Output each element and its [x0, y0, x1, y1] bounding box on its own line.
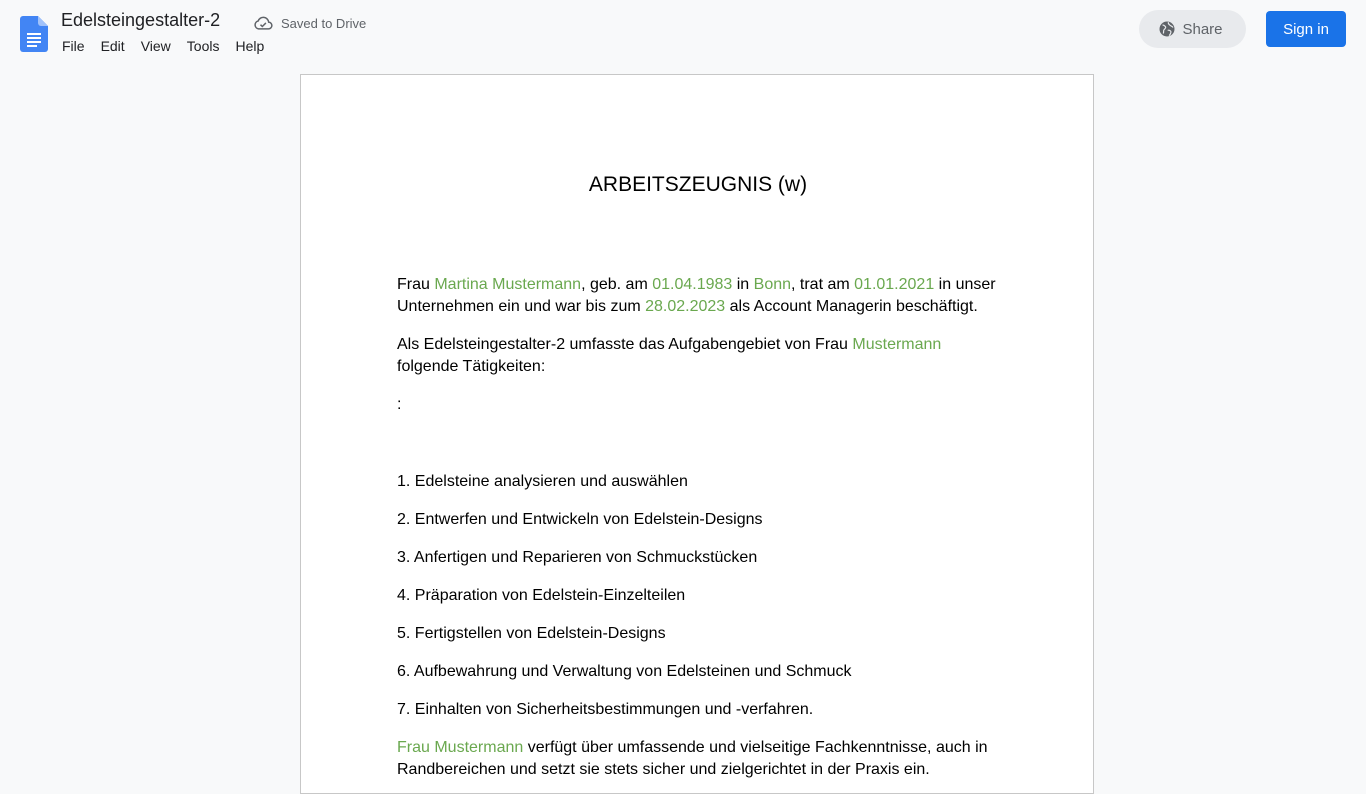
- intro-text-4: , trat am: [791, 276, 855, 293]
- birth-date: 01.04.1983: [652, 276, 733, 293]
- intro-text-1: Frau: [397, 276, 435, 293]
- colon-line: :: [397, 396, 402, 413]
- menu-file[interactable]: File: [62, 38, 85, 54]
- document-title[interactable]: Edelsteingestalter-2: [61, 10, 221, 30]
- end-date: 28.02.2023: [645, 298, 726, 315]
- scope-paragraph: [397, 334, 1007, 378]
- intro-text-2: , geb. am: [581, 276, 653, 293]
- menu-edit[interactable]: Edit: [100, 38, 125, 54]
- intro-text-6: als Account Managerin beschäftigt.: [725, 298, 978, 315]
- task-item-7: 7. Einhalten von Sicherheitsbestimmungen und -verfahren.: [397, 701, 814, 718]
- task-item-4: 4. Präparation von Edelstein-Einzelteilen: [397, 587, 686, 604]
- share-button[interactable]: [1139, 10, 1246, 48]
- menu-tools[interactable]: Tools: [186, 38, 220, 54]
- cloud-done-icon: [253, 15, 273, 31]
- globe-icon: [1158, 20, 1176, 38]
- birth-city: Bonn: [753, 276, 792, 293]
- top-bar: [0, 0, 1366, 64]
- saved-status[interactable]: [253, 14, 366, 32]
- intro-text-3: in: [732, 276, 754, 293]
- closing-name: Frau Mustermann: [397, 739, 524, 756]
- closing-text: verfügt über umfassende und vielseitige Fachkenntnisse, auch in Randbereichen und setzt sie stets sicher und zielgerichtet in der Praxis ein.: [397, 739, 988, 778]
- task-item-5: 5. Fertigstellen von Edelstein-Designs: [397, 625, 666, 642]
- employee-name: Martina Mustermann: [434, 276, 582, 293]
- menu-help[interactable]: Help: [235, 38, 265, 54]
- share-label: Share: [1182, 20, 1223, 38]
- closing-paragraph: [397, 737, 1007, 781]
- intro-paragraph: [397, 274, 1007, 318]
- menu-view[interactable]: View: [140, 38, 171, 54]
- task-item-1: 1. Edelsteine analysieren und auswählen: [397, 473, 688, 490]
- start-date: 01.01.2021: [854, 276, 935, 293]
- task-item-3: 3. Anfertigen und Reparieren von Schmuckstücken: [397, 549, 758, 566]
- employee-lastname: Mustermann: [852, 336, 942, 353]
- document-page[interactable]: [300, 74, 1094, 794]
- scope-text-1: Als Edelsteingestalter-2 umfasste das Aufgabengebiet von Frau: [397, 336, 853, 353]
- saved-status-label: Saved to Drive: [281, 15, 367, 31]
- sign-in-button[interactable]: Sign in: [1266, 11, 1346, 47]
- task-item-6: 6. Aufbewahrung und Verwaltung von Edelsteinen und Schmuck: [397, 663, 852, 680]
- scope-text-2: folgende Tätigkeiten:: [397, 358, 546, 375]
- google-docs-logo-icon[interactable]: [20, 16, 48, 52]
- task-item-2: 2. Entwerfen und Entwickeln von Edelstein-Designs: [397, 511, 763, 528]
- menu-bar: [54, 36, 272, 56]
- intro-text-5: in unser Unternehmen ein und war bis zum: [397, 276, 996, 315]
- document-heading: ARBEITSZEUGNIS (w): [588, 173, 808, 196]
